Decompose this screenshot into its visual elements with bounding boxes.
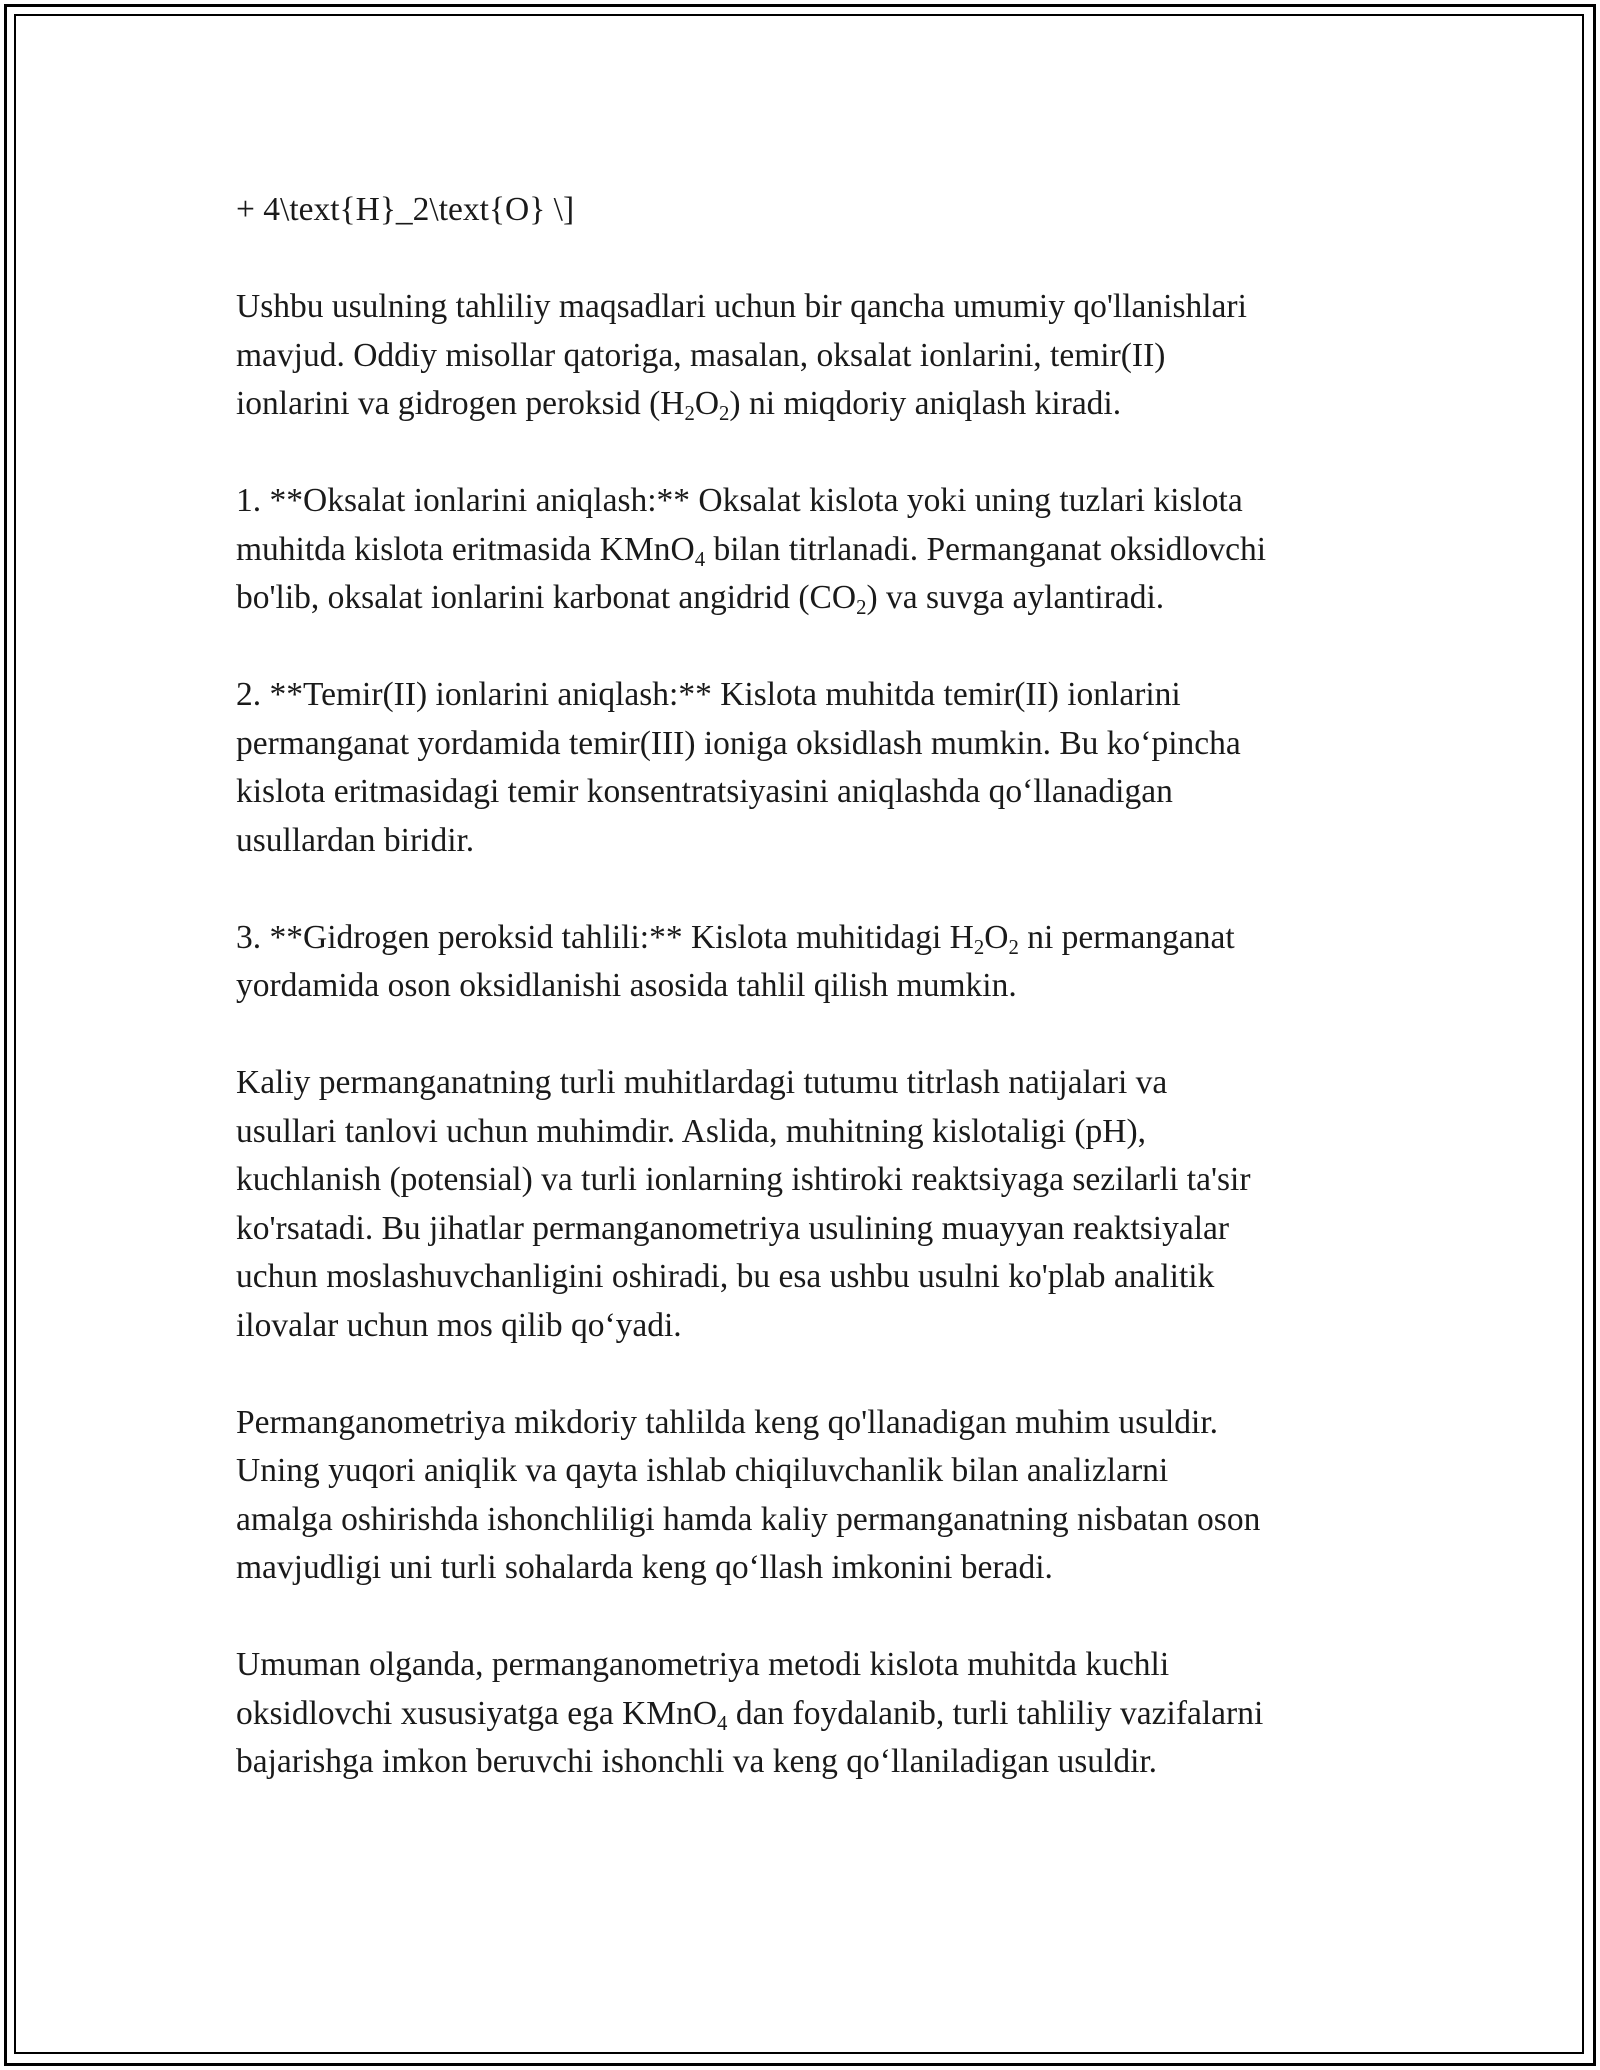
text-line <box>236 1544 1386 1593</box>
text-line <box>236 1059 1386 1108</box>
paragraph <box>236 1399 1386 1593</box>
paragraph <box>236 477 1386 623</box>
paragraph <box>236 186 1386 235</box>
text-run: 2. **Temir(II) ionlarini aniqlash:** Kislota muhitda temir(II) ionlarini <box>236 676 1181 713</box>
text-run: ko'rsatadi. Bu jihatlar permanganometriya usulining muayyan reaktsiyalar <box>236 1209 1230 1247</box>
text-run: muhitda kislota eritmasida KMnO <box>236 530 695 568</box>
text-run: mavjud. Oddiy misollar qatoriga, masalan, oksalat ionlarini, temir(II) <box>236 336 1166 374</box>
paragraph <box>236 1059 1386 1350</box>
text-run: uchun moslashuvchanligini oshiradi, bu esa ushbu usulni ko'plab analitik <box>236 1258 1215 1295</box>
paragraph <box>236 1641 1386 1787</box>
text-run: ) ni miqdoriy aniqlash kiradi. <box>729 385 1122 422</box>
text-line <box>236 1108 1386 1157</box>
text-line <box>236 526 1386 575</box>
text-line <box>236 1496 1386 1545</box>
text-run: + 4\text{H}_2\text{O} \] <box>236 191 575 228</box>
text-line <box>236 817 1386 866</box>
text-line <box>236 1447 1386 1496</box>
text-line <box>236 332 1386 381</box>
subscript: 2 <box>684 402 695 426</box>
text-run: Kaliy permanganatning turli muhitlardagi tutumu titrlash natijalari va <box>236 1064 1168 1101</box>
text-run: Uning yuqori aniqlik va qayta ishlab chiqiluvchanlik bilan analizlarni <box>236 1452 1169 1489</box>
paragraph <box>236 283 1386 429</box>
subscript: 2 <box>856 596 867 620</box>
text-run: bilan titrlanadi. Permanganat oksidlovchi <box>705 530 1267 568</box>
text-run: Permanganometriya mikdoriy tahlilda keng qo'llanadigan muhim usuldir. <box>236 1403 1219 1441</box>
text-line <box>236 477 1386 526</box>
text-run: O <box>984 918 1009 956</box>
text-run: permanganat yordamida temir(III) ioniga oksidlash mumkin. Bu ko‘pincha <box>236 724 1241 762</box>
text-run: dan foydalanib, turli tahliliy vazifalarni <box>727 1694 1264 1732</box>
text-line <box>236 380 1386 429</box>
text-line <box>236 1641 1386 1690</box>
text-line <box>236 186 1386 235</box>
text-line <box>236 1738 1386 1787</box>
text-run: ionlarini va gidrogen peroksid (H <box>236 385 685 422</box>
text-line <box>236 962 1386 1011</box>
text-run: amalga oshirishda ishonchliligi hamda kaliy permanganatning nisbatan oson <box>236 1500 1261 1538</box>
text-line <box>236 1302 1386 1351</box>
text-line <box>236 1399 1386 1448</box>
text-line <box>236 574 1386 623</box>
subscript: 4 <box>694 547 706 571</box>
subscript: 2 <box>719 402 730 426</box>
text-line <box>236 1690 1386 1739</box>
subscript: 2 <box>973 935 985 959</box>
subscript: 4 <box>717 1711 728 1735</box>
text-line <box>236 1253 1386 1302</box>
text-run: 1. **Oksalat ionlarini aniqlash:** Oksalat kislota yoki uning tuzlari kislota <box>236 482 1243 519</box>
text-line <box>236 1156 1386 1205</box>
paragraph <box>236 914 1386 1011</box>
text-run: oksidlovchi xususiyatga ega KMnO <box>236 1694 718 1732</box>
text-line <box>236 1205 1386 1254</box>
text-run: Ushbu usulning tahliliy maqsadlari uchun bir qancha umumiy qo'llanishlari <box>236 288 1247 325</box>
text-run: bo'lib, oksalat ionlarini karbonat angidrid (CO <box>236 579 857 616</box>
text-run: usullari tanlovi uchun muhimdir. Aslida, muhitning kislotaligi (pH), <box>236 1112 1147 1150</box>
document-body <box>236 186 1386 1835</box>
text-run: ni permanganat <box>1018 918 1235 956</box>
text-run: Umuman olganda, permanganometriya metodi kislota muhitda kuchli <box>236 1646 1170 1683</box>
text-line <box>236 768 1386 817</box>
text-run: kuchlanish (potensial) va turli ionlarning ishtiroki reaktsiyaga sezilarli ta'sir <box>236 1161 1251 1198</box>
text-run: 3. **Gidrogen peroksid tahlili:** Kislota muhitidagi H <box>236 918 974 956</box>
text-run: mavjudligi uni turli sohalarda keng qo‘llash imkonini beradi. <box>236 1549 1053 1586</box>
text-line <box>236 720 1386 769</box>
text-run: O <box>694 385 720 422</box>
text-line <box>236 283 1386 332</box>
text-run: ) va suvga aylantiradi. <box>866 579 1165 616</box>
text-run: ilovalar uchun mos qilib qo‘yadi. <box>236 1306 682 1344</box>
subscript: 2 <box>1008 935 1019 959</box>
text-run: yordamida oson oksidlanishi asosida tahlil qilish mumkin. <box>236 967 1017 1004</box>
text-run: kislota eritmasidagi temir konsentratsiyasini aniqlashda qo‘llanadigan <box>236 773 1173 810</box>
text-line <box>236 914 1386 963</box>
text-run: usullardan biridir. <box>236 821 475 859</box>
text-run: bajarishga imkon beruvchi ishonchli va keng qo‘llaniladigan usuldir. <box>236 1743 1158 1780</box>
paragraph <box>236 671 1386 865</box>
text-line <box>236 671 1386 720</box>
